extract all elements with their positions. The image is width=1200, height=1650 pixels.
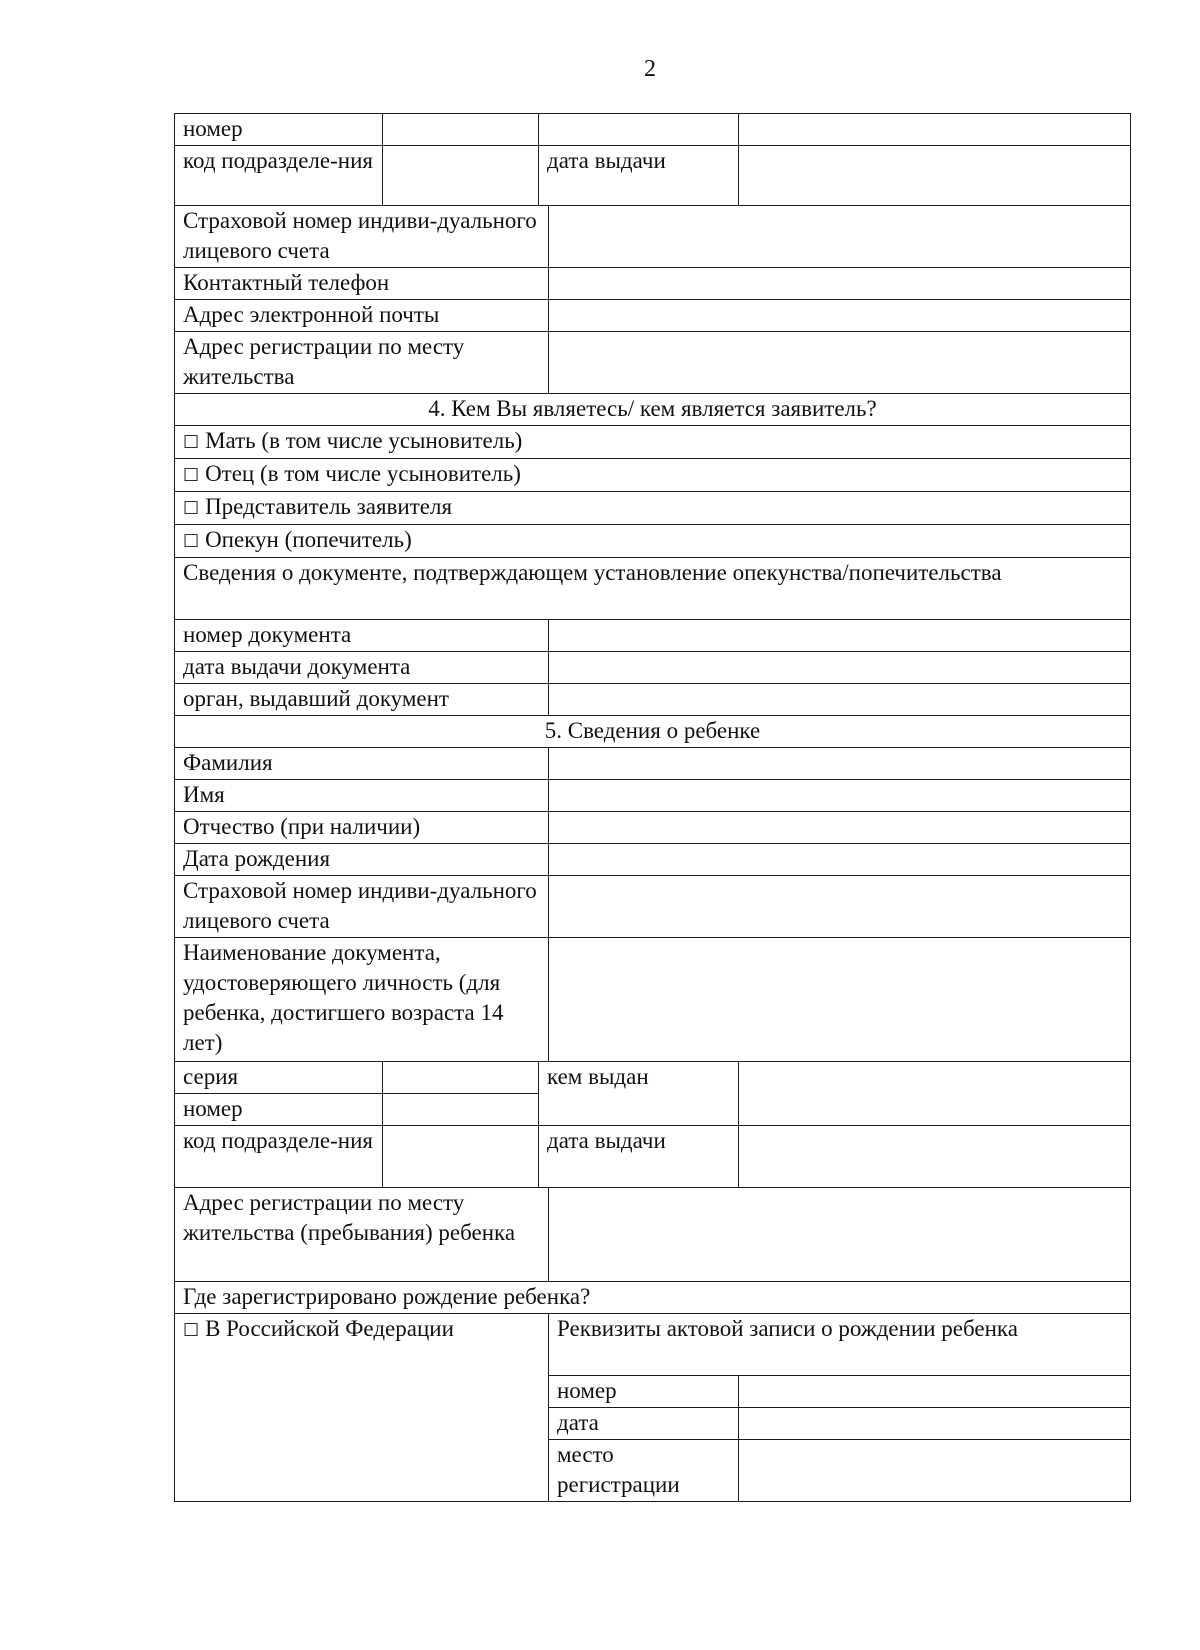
birth-registered-row [175,1282,1131,1314]
child-number-label: номер [175,1094,383,1126]
section4-header-row [175,394,1131,426]
applicant-email-field[interactable] [549,300,1131,332]
child-address-label: Адрес регистрации по месту жительства (пребывания) ребенка [175,1188,549,1282]
option-guardian-label: Опекун (попечитель) [205,527,412,552]
child-series-field[interactable] [383,1062,539,1094]
checkbox-icon[interactable]: □ [183,497,200,517]
doc-number-row [175,620,1131,652]
applicant-snils-field[interactable] [549,206,1131,268]
guardianship-doc-row [175,558,1131,620]
checkbox-icon[interactable]: □ [183,530,200,550]
passport-number-label: номер [175,114,383,146]
child-issued-by-field[interactable] [739,1062,1131,1126]
child-issue-date-label: дата выдачи [539,1126,739,1188]
child-address-row [175,1188,1131,1282]
applicant-phone-label: Контактный телефон [175,268,549,300]
applicant-address-row [175,332,1131,394]
child-division-code-label: код подразделе-ния [175,1126,383,1188]
child-issue-date-field[interactable] [739,1126,1131,1188]
doc-number-label: номер документа [175,620,549,652]
option-representative[interactable] [175,492,1131,525]
applicant-email-row [175,300,1131,332]
child-surname-label: Фамилия [175,748,549,780]
child-name-label: Имя [175,780,549,812]
option-in-rf[interactable] [175,1314,549,1502]
child-division-code-field[interactable] [383,1126,539,1188]
section5-header-row [175,716,1131,748]
passport-extra-value-field[interactable] [739,114,1131,146]
doc-issue-date-row [175,652,1131,684]
act-number-label: номер [549,1376,739,1408]
applicant-address-label: Адрес регистрации по месту жительства [175,332,549,394]
child-patronymic-row [175,812,1131,844]
checkbox-icon[interactable]: □ [183,1319,200,1339]
passport-extra-field[interactable] [539,114,739,146]
child-patronymic-label: Отчество (при наличии) [175,812,549,844]
option-representative-row [175,492,1131,525]
section4-title: 4. Кем Вы являетесь/ кем является заявитель? [175,394,1131,426]
child-name-row [175,780,1131,812]
doc-issuer-field[interactable] [549,684,1131,716]
act-place-field[interactable] [739,1440,1131,1502]
doc-number-field[interactable] [549,620,1131,652]
passport-division-code-label: код подразделе-ния [175,146,383,206]
option-mother-row [175,426,1131,459]
child-birth-date-label: Дата рождения [175,844,549,876]
child-snils-label: Страховой номер индиви-дуального лицевого счета [175,876,549,938]
act-place-label: место регистрации [549,1440,739,1502]
child-birth-date-row [175,844,1131,876]
passport-number-row [175,114,1131,146]
checkbox-icon[interactable]: □ [183,431,200,451]
act-number-field[interactable] [739,1376,1131,1408]
act-record-label: Реквизиты актовой записи о рождении ребенка [549,1314,1131,1376]
passport-division-code-field[interactable] [383,146,539,206]
child-surname-field[interactable] [549,748,1131,780]
child-division-row [175,1126,1131,1188]
child-patronymic-field[interactable] [549,812,1131,844]
child-series-row [175,1062,1131,1094]
option-father-row [175,459,1131,492]
child-name-field[interactable] [549,780,1131,812]
doc-issue-date-label: дата выдачи документа [175,652,549,684]
doc-issue-date-field[interactable] [549,652,1131,684]
child-snils-row [175,876,1131,938]
doc-issuer-label: орган, выдавший документ [175,684,549,716]
passport-number-field[interactable] [383,114,539,146]
child-issued-by-label: кем выдан [539,1062,739,1126]
option-mother[interactable] [175,426,1131,459]
section5-title: 5. Сведения о ребенке [175,716,1131,748]
option-guardian-row [175,525,1131,558]
page-number: 2 [644,56,656,82]
birth-rf-row [175,1314,1131,1376]
application-form-table [174,113,1131,1502]
child-birth-date-field[interactable] [549,844,1131,876]
checkbox-icon[interactable]: □ [183,464,200,484]
option-representative-label: Представитель заявителя [205,494,453,519]
applicant-address-field[interactable] [549,332,1131,394]
applicant-snils-row [175,206,1131,268]
option-father[interactable] [175,459,1131,492]
applicant-email-label: Адрес электронной почты [175,300,549,332]
act-date-label: дата [549,1408,739,1440]
option-father-label: Отец (в том числе усыновитель) [205,461,521,486]
child-address-field[interactable] [549,1188,1131,1282]
applicant-snils-label: Страховой номер индиви-дуального лицевого счета [175,206,549,268]
guardianship-doc-label: Сведения о документе, подтверждающем установление опекунства/попечительства [175,558,1131,620]
doc-issuer-row [175,684,1131,716]
child-id-doc-label: Наименование документа, удостоверяющего личность (для ребенка, достигшего возраста 14 лет) [175,938,549,1062]
child-series-label: серия [175,1062,383,1094]
act-date-field[interactable] [739,1408,1131,1440]
passport-issue-date-field[interactable] [739,146,1131,206]
option-in-rf-label: В Российской Федерации [205,1316,454,1341]
option-guardian[interactable] [175,525,1131,558]
child-surname-row [175,748,1131,780]
applicant-phone-field[interactable] [549,268,1131,300]
child-snils-field[interactable] [549,876,1131,938]
child-number-field[interactable] [383,1094,539,1126]
child-id-doc-row [175,938,1131,1062]
passport-division-row [175,146,1131,206]
passport-issue-date-label: дата выдачи [539,146,739,206]
child-id-doc-field[interactable] [549,938,1131,1062]
option-mother-label: Мать (в том числе усыновитель) [205,428,523,453]
applicant-phone-row [175,268,1131,300]
birth-registered-question: Где зарегистрировано рождение ребенка? [175,1282,1131,1314]
